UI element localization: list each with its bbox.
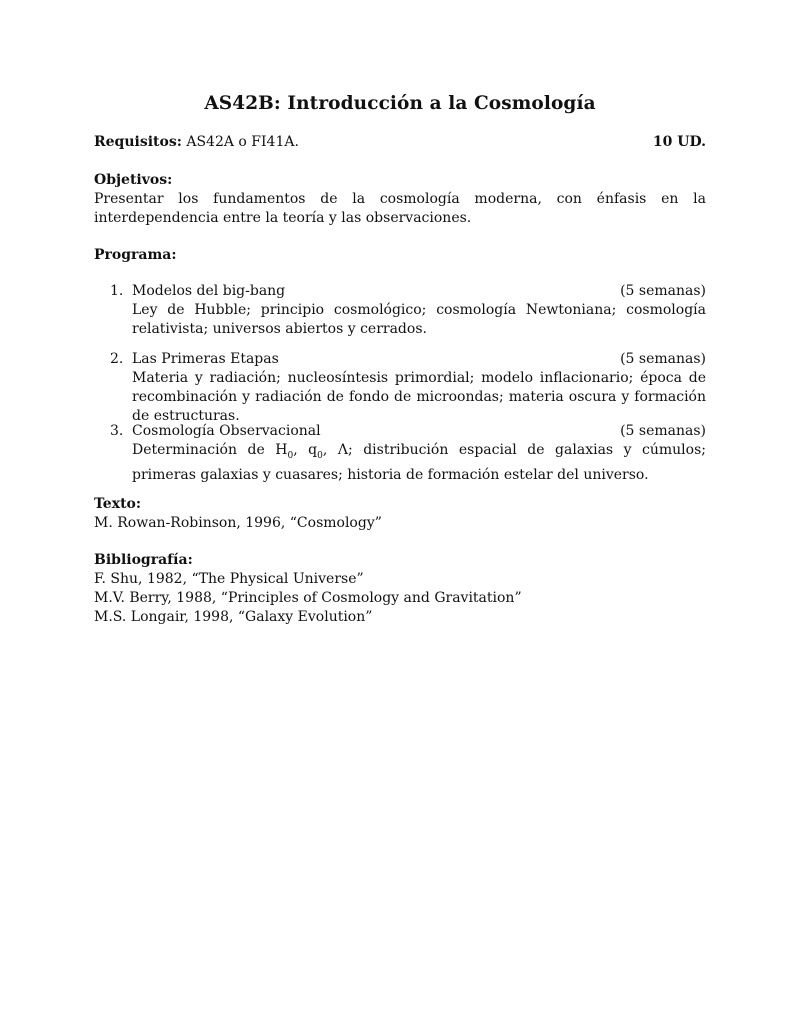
page-title: AS42B: Introducción a la Cosmología — [204, 93, 596, 114]
program-item-title: Modelos del big-bang — [132, 283, 286, 299]
requisites-row — [94, 133, 706, 152]
bibliography-heading: Bibliografía: — [94, 552, 193, 568]
program-item-number: 3. — [110, 423, 124, 439]
requisites-value: AS42A o FI41A. — [186, 134, 299, 150]
program-item-title: Las Primeras Etapas — [132, 351, 279, 367]
description-part: Determinación de H — [132, 442, 288, 458]
bibliography-list — [94, 570, 706, 627]
subscript-h: 0 — [287, 450, 294, 461]
description-part: , Λ; distribución espacial de galaxias y cúmulos; primeras galaxias y cuasares; historia de formación estelar del universo. — [132, 442, 706, 483]
program-heading: Programa: — [94, 247, 177, 263]
description-part: , q — [293, 442, 318, 458]
program-item-description: Materia y radiación; nucleosíntesis primordial; modelo inflacionario; época de recombinación y radiación de fondo de microondas; materia oscura y formación de estructuras. — [132, 370, 706, 424]
objectives-heading: Objetivos: — [94, 172, 173, 188]
subscript-q: 0 — [317, 450, 323, 461]
program-item-description — [132, 441, 706, 485]
program-item-duration: (5 semanas) — [620, 423, 706, 439]
bibliography-entry: F. Shu, 1982, “The Physical Universe” — [94, 571, 364, 587]
program-item-title: Cosmología Observacional — [132, 423, 321, 439]
objectives-text: Presentar los fundamentos de la cosmología moderna, con énfasis en la interdependencia entre la teoría y las observaciones. — [94, 191, 706, 226]
units-value: 10 UD. — [652, 134, 706, 150]
program-item-duration: (5 semanas) — [620, 283, 706, 299]
bibliography-entry: M.S. Longair, 1998, “Galaxy Evolution” — [94, 609, 373, 625]
program-item-duration: (5 semanas) — [620, 351, 706, 367]
bibliography-entry: M.V. Berry, 1988, “Principles of Cosmology and Gravitation” — [94, 590, 522, 606]
text-entry: M. Rowan-Robinson, 1996, “Cosmology” — [94, 515, 382, 531]
text-heading: Texto: — [94, 496, 142, 512]
program-item-number: 1. — [110, 283, 124, 299]
program-item-number: 2. — [110, 351, 124, 367]
program-item-description: Ley de Hubble; principio cosmológico; cosmología Newtoniana; cosmología relativista; universos abiertos y cerrados. — [132, 302, 706, 337]
requisites-label: Requisitos: — [94, 134, 182, 150]
